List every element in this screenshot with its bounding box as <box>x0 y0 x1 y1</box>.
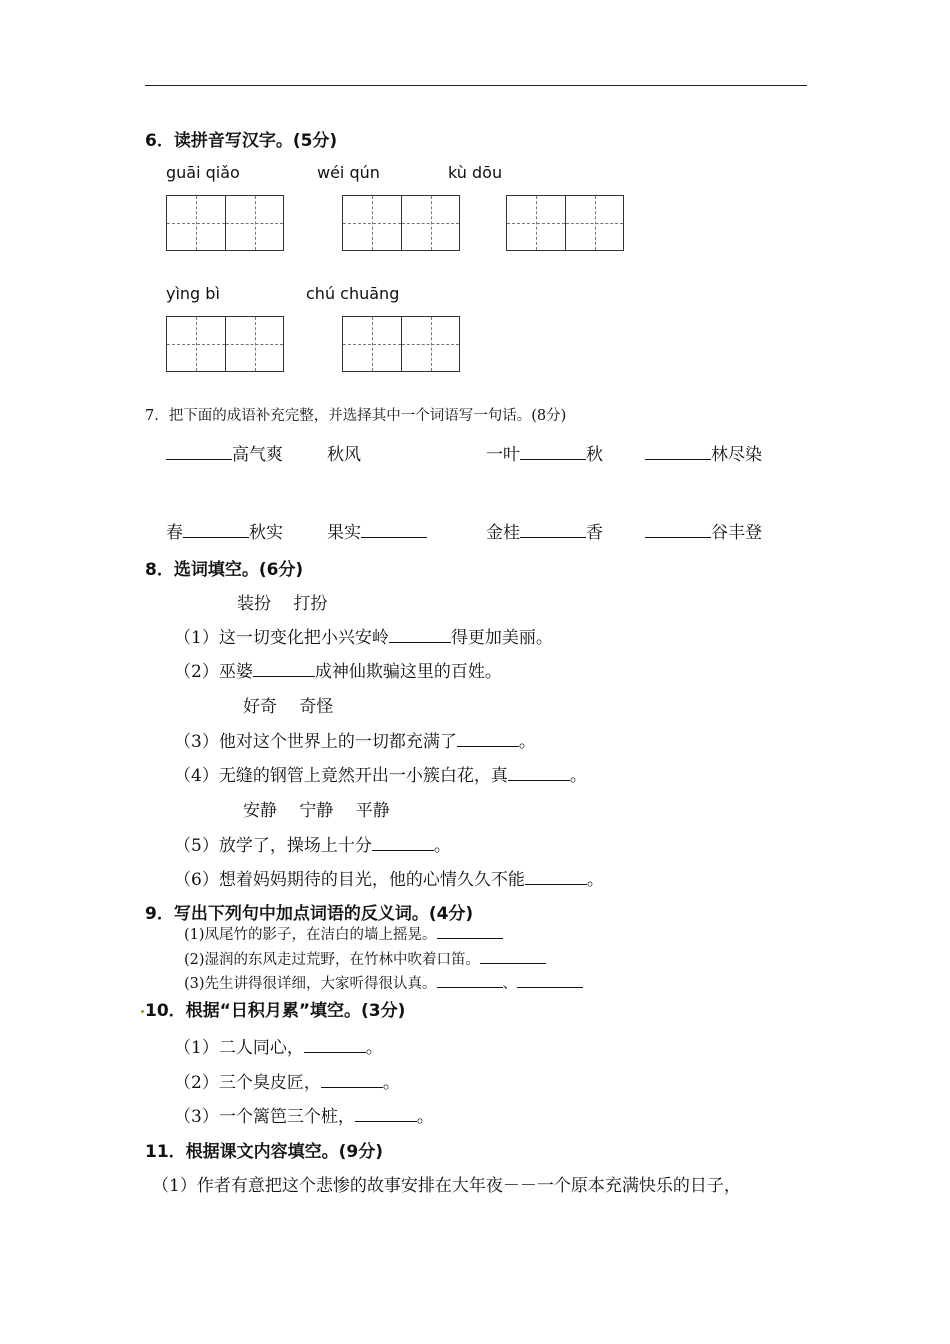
grid-cell[interactable] <box>401 317 459 371</box>
idiom-blank[interactable] <box>166 442 232 460</box>
stray-dot <box>141 1010 144 1013</box>
q8-sentence-6: （6）想着妈妈期待的目光，他的心情久久不能 。 <box>174 865 604 890</box>
fill-blank[interactable] <box>321 1070 383 1088</box>
word-choice-group-1: 装扮 打扮 <box>237 594 328 614</box>
fill-blank[interactable] <box>480 949 546 965</box>
pinyin-5: chú chuāng <box>306 284 400 303</box>
grid-cell[interactable] <box>343 196 401 250</box>
writing-grid-2[interactable] <box>342 195 460 251</box>
q10-sentence-2: （2）三个臭皮匠， 。 <box>174 1068 400 1093</box>
q7-title: 7．把下面的成语补充完整，并选择其中一个词语写一句话。(8分) <box>145 408 567 424</box>
grid-cell[interactable] <box>167 196 225 250</box>
q8-sentence-4: （4）无缝的钢管上竟然开出一小簇白花，真 。 <box>174 761 587 786</box>
pinyin-1: guāi qiǎo <box>166 163 240 182</box>
idiom-blank[interactable] <box>183 520 249 538</box>
fill-blank[interactable] <box>253 659 315 677</box>
q8-sentence-2: （2）巫婆 成神仙欺骗这里的百姓。 <box>174 657 502 682</box>
idiom-6: 果实 <box>327 518 427 543</box>
q9-sentence-1: (1)凤尾竹的影子，在洁白的墙上摇晃。 <box>184 923 503 944</box>
fill-blank[interactable] <box>457 729 519 747</box>
q9-sentence-2: (2)湿润的东风走过荒野，在竹林中吹着口笛。 <box>184 948 546 969</box>
grid-cell[interactable] <box>507 196 565 250</box>
fill-blank[interactable] <box>355 1104 417 1122</box>
idiom-blank[interactable] <box>520 442 586 460</box>
idiom-blank[interactable] <box>520 520 586 538</box>
pinyin-3: kù dōu <box>448 163 503 182</box>
fill-blank[interactable] <box>437 973 503 989</box>
word-choice-group-3: 安静 宁静 平静 <box>243 801 390 821</box>
q8-title: 8．选词填空。(6分) <box>145 560 304 580</box>
idiom-blank[interactable] <box>645 520 711 538</box>
q11-sentence-1: （1）作者有意把这个悲惨的故事安排在大年夜－－一个原本充满快乐的日子， <box>152 1176 741 1196</box>
fill-blank[interactable] <box>304 1035 366 1053</box>
idiom-blank[interactable] <box>645 442 711 460</box>
q10-sentence-3: （3）一个篱笆三个桩， 。 <box>174 1102 434 1127</box>
q10-sentence-1: （1）二人同心， 。 <box>174 1033 383 1058</box>
fill-blank[interactable] <box>517 973 583 989</box>
writing-grid-4[interactable] <box>166 316 284 372</box>
q6-title: 6．读拼音写汉字。(5分) <box>145 131 338 151</box>
grid-cell[interactable] <box>401 196 459 250</box>
grid-cell[interactable] <box>225 196 283 250</box>
q10-title: 10．根据“日积月累”填空。(3分) <box>145 1001 406 1021</box>
idiom-4: 林尽染 <box>645 440 762 465</box>
word-choice-group-2: 好奇 奇怪 <box>243 697 334 717</box>
fill-blank[interactable] <box>508 763 570 781</box>
q8-sentence-3: （3）他对这个世界上的一切都充满了 。 <box>174 727 536 752</box>
writing-grid-5[interactable] <box>342 316 460 372</box>
fill-blank[interactable] <box>389 625 451 643</box>
header-rule <box>145 85 807 86</box>
pinyin-4: yìng bì <box>166 284 220 303</box>
idiom-5: 春 秋实 <box>166 518 283 543</box>
idiom-1: 高气爽 <box>166 440 283 465</box>
writing-grid-3[interactable] <box>506 195 624 251</box>
q9-sentence-3: (3)先生讲得很详细，大家听得很认真。 、 <box>184 972 583 993</box>
fill-blank[interactable] <box>372 833 434 851</box>
q8-sentence-5: （5）放学了，操场上十分 。 <box>174 831 451 856</box>
idiom-blank[interactable] <box>361 520 427 538</box>
writing-grid-1[interactable] <box>166 195 284 251</box>
idiom-3: 一叶 秋 <box>486 440 603 465</box>
idiom-2: 秋风 <box>327 445 361 465</box>
pinyin-2: wéi qún <box>317 163 380 182</box>
fill-blank[interactable] <box>525 867 587 885</box>
fill-blank[interactable] <box>437 924 503 940</box>
grid-cell[interactable] <box>565 196 623 250</box>
idiom-7: 金桂 香 <box>486 518 603 543</box>
grid-cell[interactable] <box>343 317 401 371</box>
q11-title: 11．根据课文内容填空。(9分) <box>145 1142 384 1162</box>
idiom-8: 谷丰登 <box>645 518 762 543</box>
grid-cell[interactable] <box>167 317 225 371</box>
grid-cell[interactable] <box>225 317 283 371</box>
q9-title: 9．写出下列句中加点词语的反义词。(4分) <box>145 904 474 924</box>
q8-sentence-1: （1）这一切变化把小兴安岭 得更加美丽。 <box>174 623 553 648</box>
